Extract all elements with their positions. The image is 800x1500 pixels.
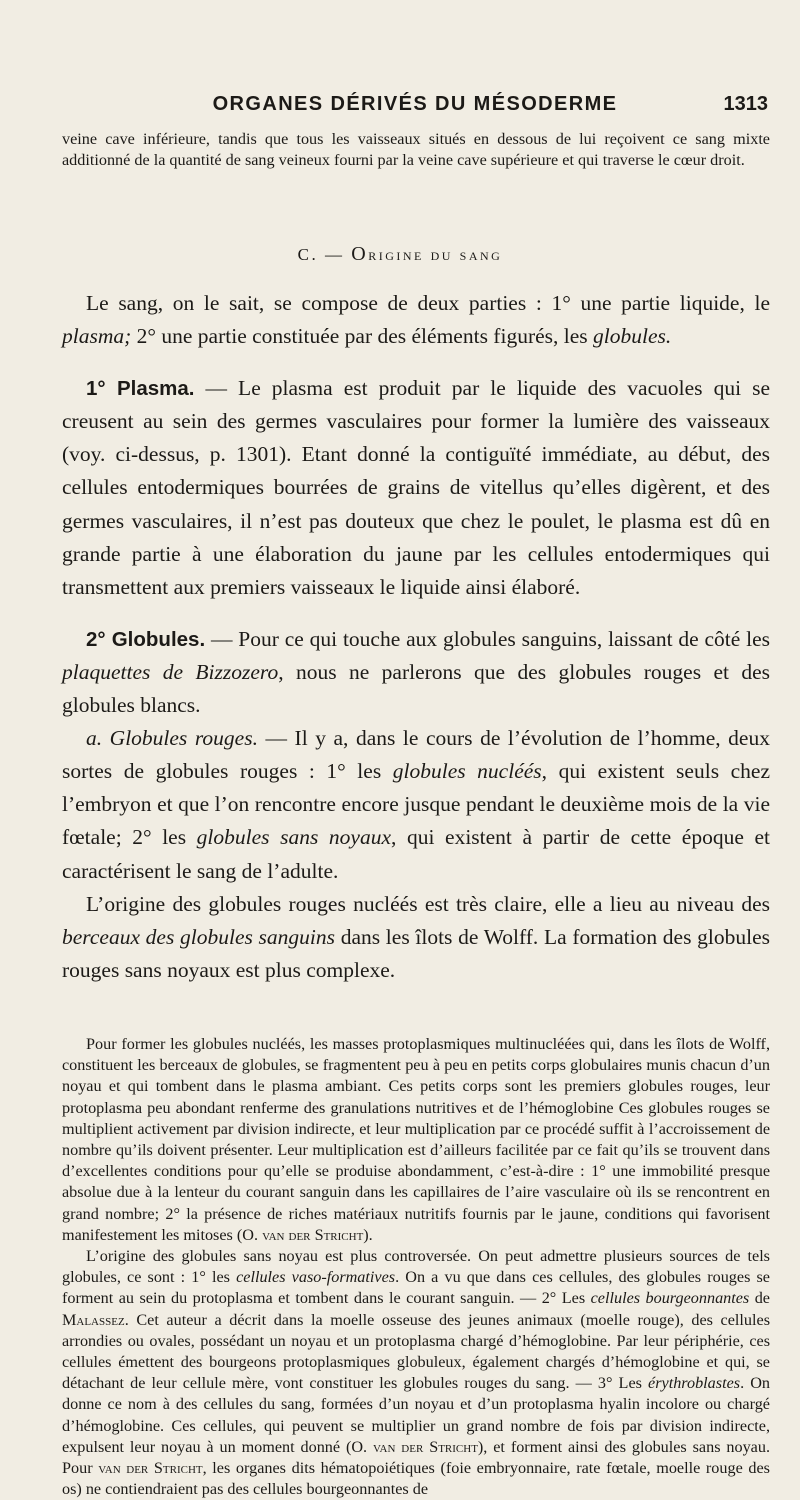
page-number: 1313: [723, 93, 768, 115]
text-run: — Pour ce qui touche aux globules sanguins, laissant de côté les: [205, 626, 771, 651]
author-name: Malassez: [62, 1310, 125, 1329]
running-head: [62, 93, 768, 123]
paragraph-globules: [62, 623, 770, 722]
text-run: L’origine des globules rouges nucléés est très claire, elle a lieu au niveau des: [86, 891, 770, 916]
note-nucleated: [62, 1034, 770, 1246]
term-plasma: plasma;: [62, 324, 132, 349]
text-run: , nous ne parlerons que des globules rouges et des globules blancs.: [62, 659, 770, 718]
term-berceaux: berceaux des globules sanguins: [62, 924, 336, 949]
text-run: L’origine des globules sans noyau est plus controversée. On peut admettre plusieurs sources de tels globules, ce sont : 1° les: [62, 1247, 770, 1287]
section-letter: C. —: [297, 245, 345, 264]
subheading-globules-rouges: a. Globules rouges.: [86, 726, 258, 751]
term-globules: globules.: [593, 324, 672, 349]
small-print-notes: [62, 1034, 770, 1500]
text-run: — Le plasma est produit par le liquide des vacuoles qui se creusent au sein des germes vasculaires pour former la lumière des vaisseaux (voy. ci-dessus, p. 1301). Etant donné la contiguïté immédiate, au début, des cellules entodermiques bourrées de grains de vitellus qu’elles digèrent, et des germes vasculaires, il n’est pas douteux que chez le poulet, le plasma est dû en grande partie à une élaboration du jaune par les cellules entodermiques qui transmettent aux premiers vaisseaux le liquide ainsi élaboré.: [62, 376, 770, 599]
paragraph-definition: [62, 287, 770, 353]
subheading-globules: 2° Globules.: [86, 627, 206, 651]
term-plaquettes: plaquettes de Bizzozero: [62, 659, 279, 684]
text-run: 2° une partie constituée par des éléments figurés, les: [131, 324, 594, 349]
paragraph-origine: [62, 888, 770, 987]
text-run: , qui existent seuls chez l’embryon et que l’on rencontre encore jusque pendant le deuxième mois de la vie fœtale; 2° les: [62, 759, 770, 850]
main-text: [62, 287, 770, 987]
text-run: , qui existent à partir de cette époque et caractérisent le sang de l’adulte.: [62, 825, 770, 883]
text-run: ).: [363, 1225, 373, 1244]
text-run: dans les îlots de Wolff. La formation des globules rouges sans noyaux est plus complexe.: [62, 924, 771, 982]
author-name: van der Stricht: [262, 1225, 364, 1244]
section-title-initial: O: [351, 243, 369, 265]
term-vaso-formatives: cellules vaso-formatives: [236, 1268, 396, 1287]
author-name: van der Stricht: [373, 1437, 478, 1456]
term-bourgeonnantes: cellules bourgeonnantes: [590, 1289, 750, 1308]
section-heading: [0, 243, 800, 266]
section-title-rest: rigine du sang: [368, 245, 503, 264]
note-anucleate: [62, 1246, 770, 1500]
subheading-plasma: 1° Plasma.: [86, 377, 195, 401]
paragraph-globules-rouges: [62, 722, 770, 887]
text-run: , les organes dits hématopoiétiques (foie embryonnaire, rate fœtale, moelle rouge des os) ne contiendraient pas des cellules bourgeonnantes de: [62, 1459, 770, 1499]
text-run: de: [749, 1289, 770, 1308]
term-erythroblastes: érythroblastes: [648, 1374, 741, 1393]
text-run: ), et forment ainsi des globules sans noyau. Pour: [62, 1437, 770, 1478]
term-sans-noyaux: globules sans noyaux: [196, 825, 392, 850]
paragraph-plasma: [62, 372, 770, 604]
text-run: . On donne ce nom à des cellules du sang, formées d’un noyau et d’un protoplasma hyalin incolore ou chargé d’hémoglobine. Ces cellules, qui peuvent se multiplier un grand nombre de fois par division indirecte, expulsent leur noyau à un moment donné (O.: [62, 1374, 770, 1456]
text-run: Pour former les globules nucléés, les masses protoplasmiques multinucléées qui, dans les îlots de Wolff, constituent les berceaux de globules, se fragmentent peu à peu en petits corps globulaires munis chacun d’un noyau et qui tombent dans le plasma ambiant. Ces petits corps sont les premiers globules rouges, leur protoplasma peu abondant renferme des granulations nutritives et de l’hémoglobine Ces globules rouges se multiplient activement par division indirecte, et leur multiplication par ce procédé suffit à l’accroissement de nombre qu’ils doivent présenter. Leur multiplication est d’ailleurs facilitée par ce fait qu’ils se trouvent dans d’excellentes conditions pour qu’elle se produise abondamment, c’est-à-dire : 1° une immobilité presque absolue due à la lenteur du courant sanguin dans les capillaires de l’aire vasculaire où ils se rencontrent en grand nombre; 2° la présence de riches matériaux nutritifs fournis par le jaune, conditions qui favorisent manifestement les mitoses (O.: [62, 1035, 770, 1244]
term-nuclees: globules nucléés: [392, 759, 542, 784]
text-run: . On a vu que dans ces cellules, des globules rouges se forment au sein du protoplasma et tombent dans le courant sanguin. — 2° Les: [62, 1268, 770, 1308]
running-title: ORGANES DÉRIVÉS DU MÉSODERME: [212, 93, 618, 115]
text-run: . Cet auteur a décrit dans la moelle osseuse des jeunes animaux (moelle rouge), des cellules arrondies ou ovales, possédant un noyau et un protoplasma chargé d’hémoglobine. Par leur périphérie, ces cellules émettent des bourgeons protoplasmiques globuleux, également chargés d’hémoglobine et qui, se détachant de leur cellule mère, vont constituer les globules rouges du sang. — 3° Les: [62, 1310, 770, 1393]
text-run: — Il y a, dans le cours de l’évolution de l’homme, deux sortes de globules rouges : 1° les: [62, 726, 770, 784]
intro-paragraph: veine cave inférieure, tandis que tous les vaisseaux situés en dessous de lui reçoivent ce sang mixte additionné de la quantité de sang veineux fourni par la veine cave supérieure et qui traverse le cœur droit.: [62, 130, 770, 170]
text-run: Le sang, on le sait, se compose de deux parties : 1° une partie liquide, le: [86, 291, 770, 315]
author-name: van der Stricht: [98, 1459, 203, 1478]
